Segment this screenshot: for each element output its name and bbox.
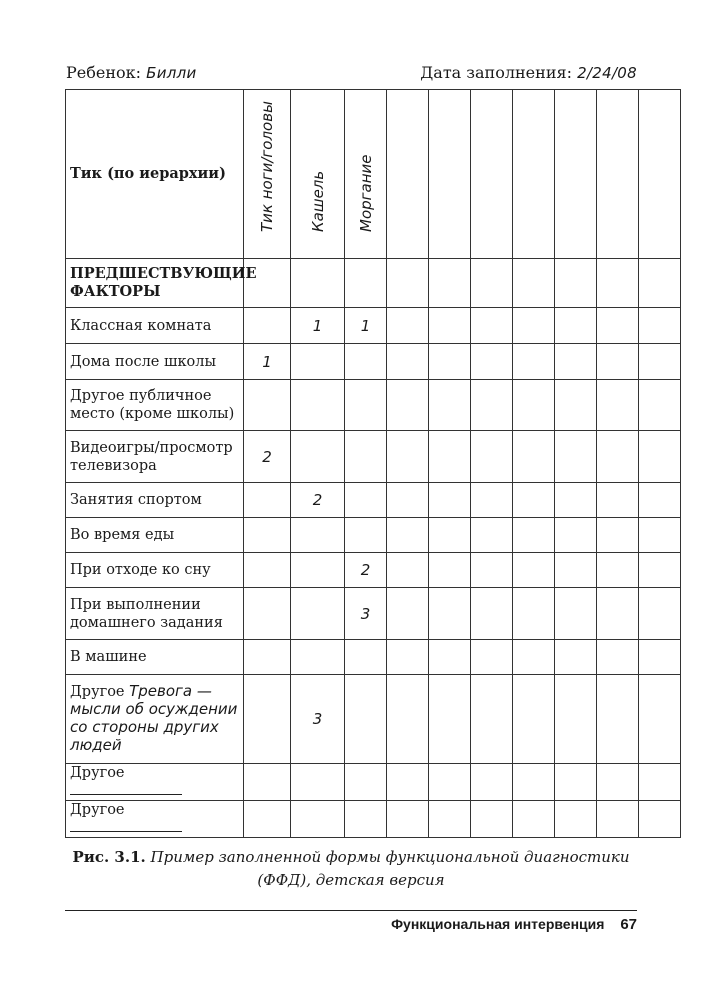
rating-cell: [471, 380, 513, 431]
row-label: Другое публичное место (кроме школы): [66, 380, 244, 431]
rating-cell: [555, 431, 597, 483]
empty-cell: [597, 764, 639, 801]
other-handwritten: Тревога — мысли об осуждении со стороны других людей: [70, 682, 238, 754]
rating-cell: [429, 308, 471, 344]
empty-cell: [429, 801, 471, 838]
empty-cell: [555, 764, 597, 801]
rating-cell: [387, 553, 429, 588]
rating-cell: [345, 640, 387, 675]
rating-cell: [387, 588, 429, 640]
rating-cell: [244, 483, 291, 518]
rating-cell: [291, 380, 345, 431]
rating-cell: [639, 518, 681, 553]
row-label: Во время еды: [66, 518, 244, 553]
rating-cell: [597, 431, 639, 483]
empty-cell: [429, 259, 471, 308]
rating-cell: [291, 344, 345, 380]
tic-name: Кашель: [308, 170, 327, 232]
blank-line: [70, 782, 182, 795]
rating-cell: [555, 483, 597, 518]
rating-cell: [597, 518, 639, 553]
date-label: Дата заполнения:: [420, 63, 572, 82]
empty-cell: [387, 801, 429, 838]
rating-cell: 1: [291, 308, 345, 344]
empty-cell: [597, 801, 639, 838]
empty-cell: [639, 801, 681, 838]
empty-cell: [387, 764, 429, 801]
tic-column-header: [513, 90, 555, 259]
rating-cell: 3: [345, 588, 387, 640]
header-row: [66, 90, 681, 259]
rating-cell: [471, 553, 513, 588]
rating-cell: [555, 640, 597, 675]
rating-cell: [291, 431, 345, 483]
empty-cell: [429, 764, 471, 801]
rating-cell: [429, 483, 471, 518]
rating-cell: [513, 431, 555, 483]
rating-cell: [471, 308, 513, 344]
empty-cell: [513, 764, 555, 801]
rating-cell: [639, 588, 681, 640]
rating-cell: [244, 308, 291, 344]
row-label: Видеоигры/просмотр телевизора: [66, 431, 244, 483]
functional-assessment-table: [65, 89, 681, 838]
tic-column-header: [639, 90, 681, 259]
page-number: 67: [620, 916, 637, 933]
empty-cell: [471, 801, 513, 838]
section-row: [66, 259, 681, 308]
rating-cell: [471, 518, 513, 553]
table-row: [66, 431, 681, 483]
empty-cell: [513, 801, 555, 838]
row-label: [66, 764, 244, 801]
rating-cell: [597, 344, 639, 380]
row-label: [66, 801, 244, 838]
rating-cell: [345, 518, 387, 553]
figure-caption: [65, 846, 637, 892]
rating-cell: [429, 588, 471, 640]
other-label: Другое: [70, 765, 125, 781]
rating-cell: [387, 483, 429, 518]
figure-title: Пример заполненной формы функциональной диагностики (ФФД), детская версия: [150, 848, 630, 889]
rating-cell: [555, 675, 597, 764]
empty-cell: [387, 259, 429, 308]
empty-cell: [555, 801, 597, 838]
table-row-other-blank: [66, 801, 681, 838]
footer-rule: [65, 910, 637, 911]
table-row: [66, 640, 681, 675]
rating-cell: [555, 344, 597, 380]
table-row: [66, 483, 681, 518]
empty-cell: [291, 764, 345, 801]
empty-cell: [345, 259, 387, 308]
empty-cell: [244, 801, 291, 838]
rating-cell: [555, 308, 597, 344]
empty-cell: [471, 764, 513, 801]
rating-cell: [597, 675, 639, 764]
rating-cell: [639, 344, 681, 380]
rating-cell: [244, 640, 291, 675]
rating-cell: [555, 553, 597, 588]
rating-cell: [513, 344, 555, 380]
rating-cell: [513, 588, 555, 640]
rating-cell: [471, 640, 513, 675]
row-label: В машине: [66, 640, 244, 675]
empty-cell: [597, 259, 639, 308]
rating-cell: [429, 553, 471, 588]
rating-cell: [513, 675, 555, 764]
rating-cell: [429, 518, 471, 553]
empty-cell: [639, 764, 681, 801]
rating-cell: [244, 588, 291, 640]
rating-cell: [429, 344, 471, 380]
rating-cell: 1: [345, 308, 387, 344]
table-row: [66, 553, 681, 588]
row-label: При отходе ко сну: [66, 553, 244, 588]
rating-cell: [639, 308, 681, 344]
child-field: [66, 63, 197, 82]
tic-hierarchy-header: Тик (по иерархии): [66, 90, 244, 259]
rating-cell: [345, 380, 387, 431]
rating-cell: [597, 553, 639, 588]
rating-cell: [291, 588, 345, 640]
rating-cell: [639, 553, 681, 588]
footer-section: Функциональная интервенция: [391, 916, 605, 932]
rating-cell: [471, 483, 513, 518]
rating-cell: [244, 380, 291, 431]
rating-cell: 2: [345, 553, 387, 588]
tic-column-header: [597, 90, 639, 259]
empty-cell: [471, 259, 513, 308]
rating-cell: [555, 588, 597, 640]
empty-cell: [291, 259, 345, 308]
rating-cell: [555, 380, 597, 431]
table-row: [66, 380, 681, 431]
child-value: Билли: [146, 64, 197, 82]
rating-cell: [429, 675, 471, 764]
rating-cell: [513, 483, 555, 518]
row-label: Дома после школы: [66, 344, 244, 380]
rating-cell: [345, 483, 387, 518]
rating-cell: 2: [244, 431, 291, 483]
rating-cell: [291, 553, 345, 588]
rating-cell: [597, 640, 639, 675]
empty-cell: [244, 764, 291, 801]
rating-cell: [639, 380, 681, 431]
empty-cell: [639, 259, 681, 308]
empty-cell: [345, 764, 387, 801]
empty-cell: [291, 801, 345, 838]
tic-column-header: [471, 90, 513, 259]
rating-cell: [471, 431, 513, 483]
rating-cell: [597, 308, 639, 344]
row-label: Занятия спортом: [66, 483, 244, 518]
rating-cell: [513, 640, 555, 675]
date-field: [420, 63, 637, 82]
rating-cell: [387, 640, 429, 675]
blank-line: [70, 819, 182, 832]
rating-cell: [471, 588, 513, 640]
rating-cell: [513, 380, 555, 431]
row-label: При выполнении домашнего задания: [66, 588, 244, 640]
rating-cell: [639, 675, 681, 764]
table-row-other-filled: [66, 675, 681, 764]
rating-cell: [244, 553, 291, 588]
table-row: [66, 344, 681, 380]
rating-cell: [471, 344, 513, 380]
rating-cell: 2: [291, 483, 345, 518]
rating-cell: [291, 518, 345, 553]
rating-cell: [639, 431, 681, 483]
rating-cell: [345, 344, 387, 380]
rating-cell: 3: [291, 675, 345, 764]
rating-cell: [291, 640, 345, 675]
rating-cell: 1: [244, 344, 291, 380]
rating-cell: [429, 380, 471, 431]
rating-cell: [387, 344, 429, 380]
tic-column-header: [387, 90, 429, 259]
rating-cell: [513, 518, 555, 553]
tic-column-header: [244, 90, 291, 259]
rating-cell: [387, 308, 429, 344]
table-row: [66, 588, 681, 640]
rating-cell: [597, 483, 639, 518]
tic-name: Моргание: [356, 154, 375, 232]
section-header: ПРЕДШЕСТВУЮЩИЕ ФАКТОРЫ: [66, 259, 244, 308]
rating-cell: [555, 518, 597, 553]
rating-cell: [639, 640, 681, 675]
child-label: Ребенок:: [66, 63, 142, 82]
rating-cell: [387, 675, 429, 764]
rating-cell: [244, 518, 291, 553]
rating-cell: [513, 308, 555, 344]
rating-cell: [513, 553, 555, 588]
row-label: Классная комната: [66, 308, 244, 344]
tic-column-header: [555, 90, 597, 259]
tic-column-header: [291, 90, 345, 259]
date-value: 2/24/08: [577, 64, 637, 82]
table-row: [66, 308, 681, 344]
figure-number: Рис. 3.1.: [72, 848, 146, 866]
row-label: [66, 675, 244, 764]
other-label: Другое: [70, 684, 125, 700]
rating-cell: [387, 518, 429, 553]
tic-column-header: [429, 90, 471, 259]
rating-cell: [429, 431, 471, 483]
empty-cell: [345, 801, 387, 838]
rating-cell: [345, 431, 387, 483]
empty-cell: [555, 259, 597, 308]
rating-cell: [345, 675, 387, 764]
rating-cell: [639, 483, 681, 518]
empty-cell: [513, 259, 555, 308]
rating-cell: [429, 640, 471, 675]
rating-cell: [597, 380, 639, 431]
page-footer: [391, 916, 637, 933]
rating-cell: [387, 380, 429, 431]
rating-cell: [387, 431, 429, 483]
tic-column-header: [345, 90, 387, 259]
table-row-other-blank: [66, 764, 681, 801]
rating-cell: [471, 675, 513, 764]
other-label: Другое: [70, 802, 125, 818]
tic-name: Тик ноги/головы: [258, 101, 276, 232]
rating-cell: [597, 588, 639, 640]
rating-cell: [244, 675, 291, 764]
table-row: [66, 518, 681, 553]
